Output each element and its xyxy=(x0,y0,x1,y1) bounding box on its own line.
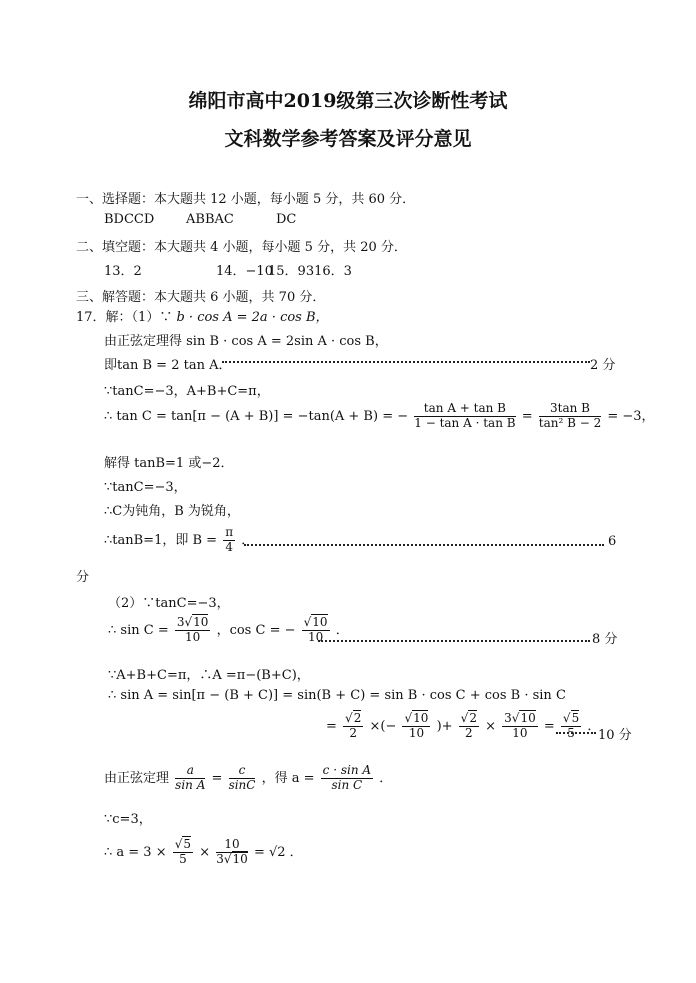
numerator: √5 xyxy=(562,711,580,725)
dot-leader xyxy=(222,361,590,363)
denominator: 2 xyxy=(465,725,473,740)
numerator: √10 xyxy=(404,711,429,725)
denominator: 1 − tan A · tan B xyxy=(414,415,516,430)
fraction-10-3sqrt10 xyxy=(216,838,248,867)
cos-c-label: ，cos C = − xyxy=(216,622,296,638)
answers-11-12: DC xyxy=(276,212,297,227)
section-3-heading: 三、解答题：本大题共 6 小题，共 70 分． xyxy=(76,290,326,305)
score-2: 2 分 xyxy=(590,358,616,373)
denominator: tan² B − 2 xyxy=(538,415,602,430)
denominator: 5 xyxy=(179,851,187,866)
numerator: tan A + tan B xyxy=(414,402,515,417)
coef: 3 xyxy=(176,615,185,629)
denominator: sin C xyxy=(331,777,363,792)
radicand: 10 xyxy=(232,851,248,866)
a-computation: ∴ a = 3 × xyxy=(104,844,167,860)
denominator: 10 xyxy=(185,629,201,644)
part2-line-2: ∵A+B+C=π，∴A =π−(B+C)， xyxy=(108,668,310,683)
sin-c-label: ∴ sin C = xyxy=(108,622,169,638)
period: ． xyxy=(335,622,349,638)
q17-line-6: 解得 tanB=1 或−2． xyxy=(104,456,234,471)
times-open: ×(− xyxy=(369,718,397,734)
numerator: √5 xyxy=(174,837,192,851)
score-6-unit: 分 xyxy=(76,570,90,585)
q17-line-3: 即tan B = 2 tan A． xyxy=(104,358,232,373)
q17-head xyxy=(76,306,329,325)
doc-title: 绵阳市高中2019级第三次诊断性考试 xyxy=(188,90,508,112)
close-plus: )+ xyxy=(436,718,453,734)
radicand: 5 xyxy=(571,711,580,725)
part2-line-7 xyxy=(104,838,303,867)
fraction-sqrt10-10 xyxy=(402,712,430,741)
score-6: 6 xyxy=(608,534,617,549)
answers-1-5: BDCCD xyxy=(104,212,155,227)
numerator: c xyxy=(229,764,256,779)
dot-leader xyxy=(244,544,604,546)
equals-sign: = xyxy=(211,770,223,786)
answer-13: 13．2 xyxy=(104,264,142,279)
dot-leader xyxy=(556,732,596,734)
score-8: 8 分 xyxy=(592,632,618,647)
equals-sign: = xyxy=(521,408,533,424)
denominator: 10 xyxy=(512,725,528,740)
radicand: 2 xyxy=(469,711,477,725)
radicand: 10 xyxy=(413,711,429,725)
fraction-sinc xyxy=(175,616,211,645)
numerator: 10 xyxy=(216,838,248,853)
denominator: 10 xyxy=(307,629,324,644)
times: × xyxy=(199,844,211,860)
radicand: 10 xyxy=(520,711,536,725)
fraction-sqrt5-5 xyxy=(561,712,581,741)
answer-15-16: 15．9316．3 xyxy=(268,264,352,279)
fraction-tanb xyxy=(539,402,601,431)
numerator: √10 xyxy=(303,615,328,629)
denominator: sin A xyxy=(175,777,206,792)
q17-line-4: ∵tanC=−3，A+B+C=π， xyxy=(104,384,270,399)
fraction-pi-4 xyxy=(223,526,235,555)
q17-label: 17．解：（1）∵ xyxy=(76,310,173,325)
answer-14: 14．−10 xyxy=(216,264,273,279)
section-2-heading: 二、填空题：本大题共 4 小题，每小题 5 分，共 20 分． xyxy=(76,240,407,255)
dot-leader xyxy=(318,640,590,642)
fraction-sqrt2-2 xyxy=(459,712,479,741)
conclusion-b: ∴tanB=1，即 B = xyxy=(104,532,218,548)
a-result: = √2 ． xyxy=(253,844,303,860)
part2-line-6: ∵c=3， xyxy=(104,812,152,827)
part2-line-5 xyxy=(104,764,392,793)
numerator: √2 xyxy=(460,711,477,725)
law-of-sines-label: 由正弦定理 xyxy=(104,770,170,786)
fraction-a-sina xyxy=(175,764,205,793)
equals-sign: = xyxy=(326,718,337,734)
radicand: 2 xyxy=(353,711,362,725)
derive-a: ，得 a = xyxy=(261,770,315,786)
section-1-heading: 一、选择题：本大题共 12 小题，每小题 5 分，共 60 分． xyxy=(76,192,416,207)
q17-line-5 xyxy=(104,402,655,431)
fraction-3sqrt10-10 xyxy=(502,712,538,741)
q17-line-8: ∴C为钝角，B 为锐角， xyxy=(104,504,240,519)
denominator: 3√10 xyxy=(216,851,248,866)
answers-6-10: ABBAC xyxy=(186,212,234,227)
denominator: 5 xyxy=(567,725,575,740)
part2-line-3: ∴ sin A = sin[π − (B + C)] = sin(B + C) = sin B · cos C + cos B · sin C xyxy=(108,688,566,703)
fraction-csina-sinc xyxy=(321,764,373,793)
denominator: 2 xyxy=(349,725,358,740)
q17-given: b · cos A = 2a · cos B， xyxy=(176,310,329,325)
q17-line-9 xyxy=(104,526,254,555)
q17-line-2: 由正弦定理得 sin B · cos A = 2sin A · cos B， xyxy=(104,334,388,349)
fraction-sqrt2-2 xyxy=(343,712,363,741)
coef: 3 xyxy=(504,711,512,725)
tan-c-result: = −3， xyxy=(607,408,655,424)
radicand: 10 xyxy=(193,615,209,629)
part2-sin-cos-c xyxy=(108,616,349,645)
part2-head: （2）∵tanC=−3， xyxy=(108,596,230,611)
numerator: a xyxy=(175,764,205,779)
q17-line-7: ∵tanC=−3， xyxy=(104,480,187,495)
tan-c-expansion: ∴ tan C = tan[π − (A + B)] = −tan(A + B) = − xyxy=(104,408,409,424)
numerator: c · sin A xyxy=(322,763,372,777)
radicand: 5 xyxy=(183,837,192,851)
numerator: π xyxy=(225,525,234,539)
period: ． xyxy=(587,718,601,734)
period: ． xyxy=(379,770,393,786)
fraction-c-sinc xyxy=(229,764,256,793)
part2-line-4 xyxy=(326,712,600,741)
denominator: 4 xyxy=(225,539,233,554)
denominator: 10 xyxy=(408,725,425,740)
numerator: 3√10 xyxy=(504,711,536,725)
coef: 3 xyxy=(216,851,224,866)
fraction-sqrt5-5 xyxy=(173,838,193,867)
equals-sign: = xyxy=(543,718,555,734)
numerator: 3√10 xyxy=(176,615,209,629)
score-10: 10 分 xyxy=(598,728,632,743)
numerator: √2 xyxy=(345,711,362,725)
fraction-tan-sum xyxy=(414,402,515,431)
times: × xyxy=(485,718,497,734)
denominator: sinC xyxy=(228,777,256,792)
radicand: 10 xyxy=(312,615,328,629)
period: ． xyxy=(241,532,255,548)
numerator: 3tan B xyxy=(539,402,601,417)
doc-subtitle: 文科数学参考答案及评分意见 xyxy=(224,128,472,150)
